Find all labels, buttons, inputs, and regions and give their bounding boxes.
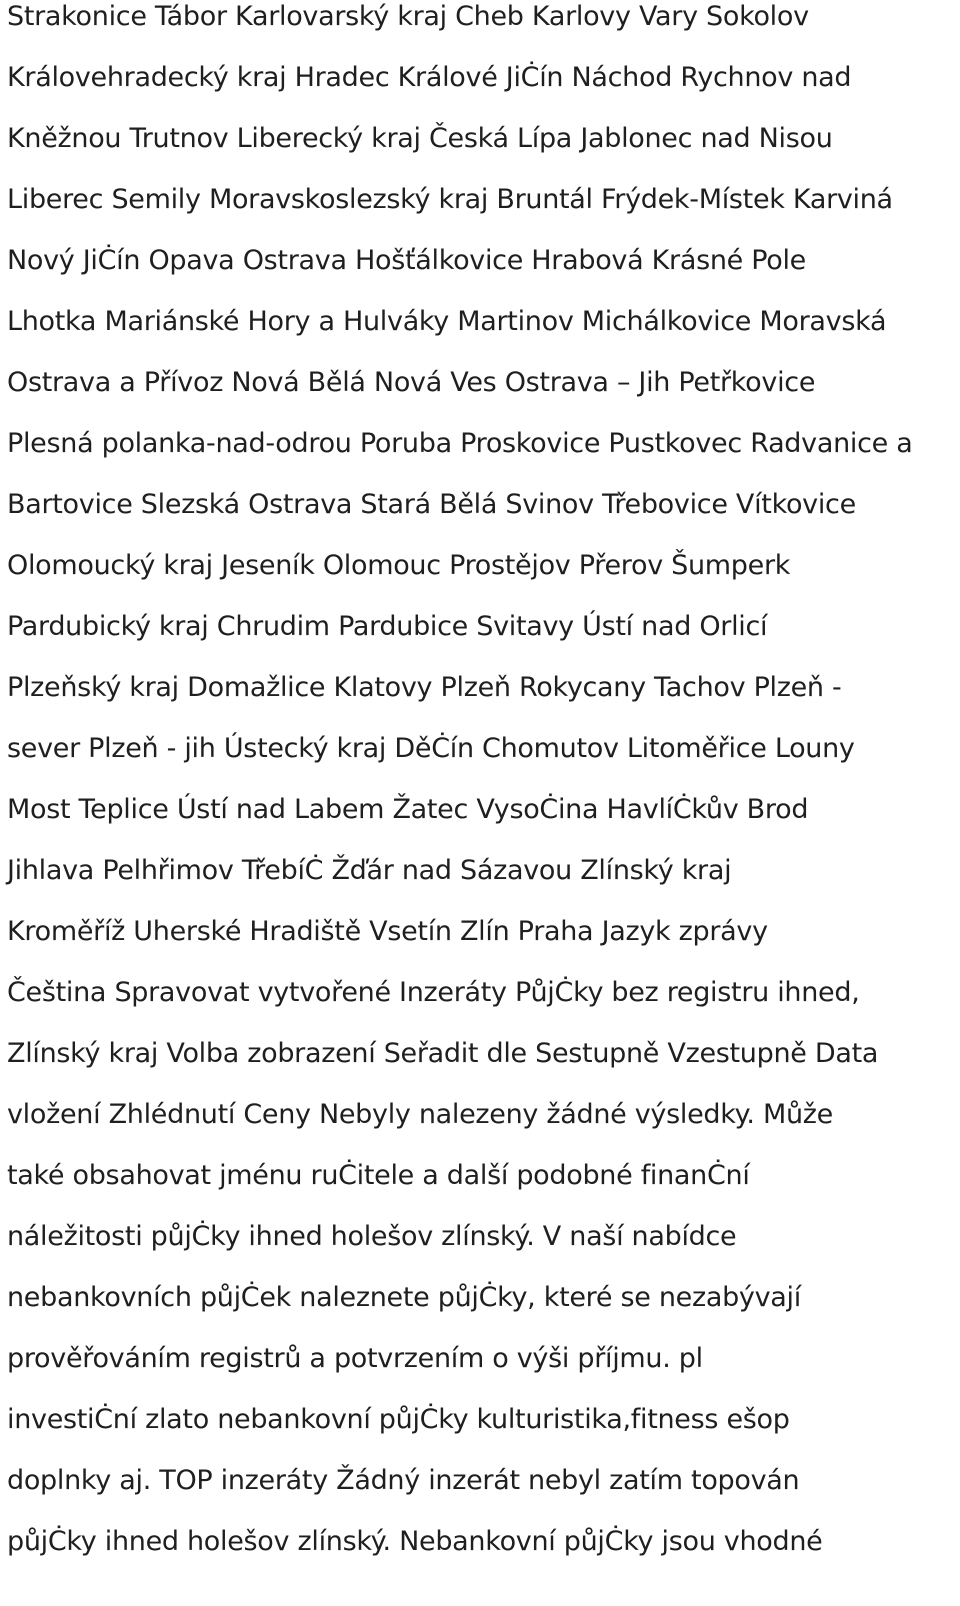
text-line: Olomoucký kraj Jeseník Olomouc Prostějov Přerov Šumperk <box>7 550 791 581</box>
text-line: také obsahovat jménu ruĊitele a další podobné finanĊní <box>7 1160 750 1191</box>
text-line: prověřováním registrů a potvrzením o výši příjmu. pl <box>7 1343 703 1374</box>
text-line: Plesná polanka-nad-odrou Poruba Proskovice Pustkovec Radvanice a <box>7 428 913 459</box>
text-line: Liberec Semily Moravskoslezský kraj Bruntál Frýdek-Místek Karviná <box>7 184 893 215</box>
text-line: vložení Zhlédnutí Ceny Nebyly nalezeny žádné výsledky. Může <box>7 1099 833 1130</box>
text-line: Bartovice Slezská Ostrava Stará Bělá Svinov Třebovice Vítkovice <box>7 489 856 520</box>
text-line: doplnky aj. TOP inzeráty Žádný inzerát nebyl zatím topován <box>7 1465 800 1496</box>
text-line: Nový JiĊín Opava Ostrava Hošťálkovice Hrabová Krásné Pole <box>7 245 806 276</box>
text-line: sever Plzeň - jih Ústecký kraj DěĊín Chomutov Litoměřice Louny <box>7 733 855 764</box>
text-line: náležitosti půjĊky ihned holešov zlínský. V naší nabídce <box>7 1221 737 1252</box>
text-line: Ostrava a Přívoz Nová Bělá Nová Ves Ostrava – Jih Petřkovice <box>7 367 816 398</box>
text-line: Pardubický kraj Chrudim Pardubice Svitavy Ústí nad Orlicí <box>7 611 768 642</box>
text-line: Plzeňský kraj Domažlice Klatovy Plzeň Rokycany Tachov Plzeň - <box>7 672 842 703</box>
text-line: Kněžnou Trutnov Liberecký kraj Česká Lípa Jablonec nad Nisou <box>7 123 833 154</box>
text-line: Strakonice Tábor Karlovarský kraj Cheb Karlovy Vary Sokolov <box>7 1 809 32</box>
text-line: nebankovních půjĊek naleznete půjĊky, které se nezabývají <box>7 1282 801 1313</box>
text-line: investiĊní zlato nebankovní půjĊky kulturistika,fitness ešop <box>7 1404 790 1435</box>
text-line: Lhotka Mariánské Hory a Hulváky Martinov Michálkovice Moravská <box>7 306 887 337</box>
text-line: půjĊky ihned holešov zlínský. Nebankovní půjĊky jsou vhodné <box>7 1526 823 1557</box>
text-line: Královehradecký kraj Hradec Králové JiĊín Náchod Rychnov nad <box>7 62 852 93</box>
text-line: Zlínský kraj Volba zobrazení Seřadit dle Sestupně Vzestupně Data <box>7 1038 879 1069</box>
text-line: Čeština Spravovat vytvořené Inzeráty PůjĊky bez registru ihned, <box>7 977 860 1008</box>
text-line: Kroměříž Uherské Hradiště Vsetín Zlín Praha Jazyk zprávy <box>7 916 768 947</box>
text-line: Most Teplice Ústí nad Labem Žatec VysoĊina HavlíĊkův Brod <box>7 794 809 825</box>
text-line: Jihlava Pelhřimov TřebíĊ Žďár nad Sázavou Zlínský kraj <box>7 855 732 886</box>
